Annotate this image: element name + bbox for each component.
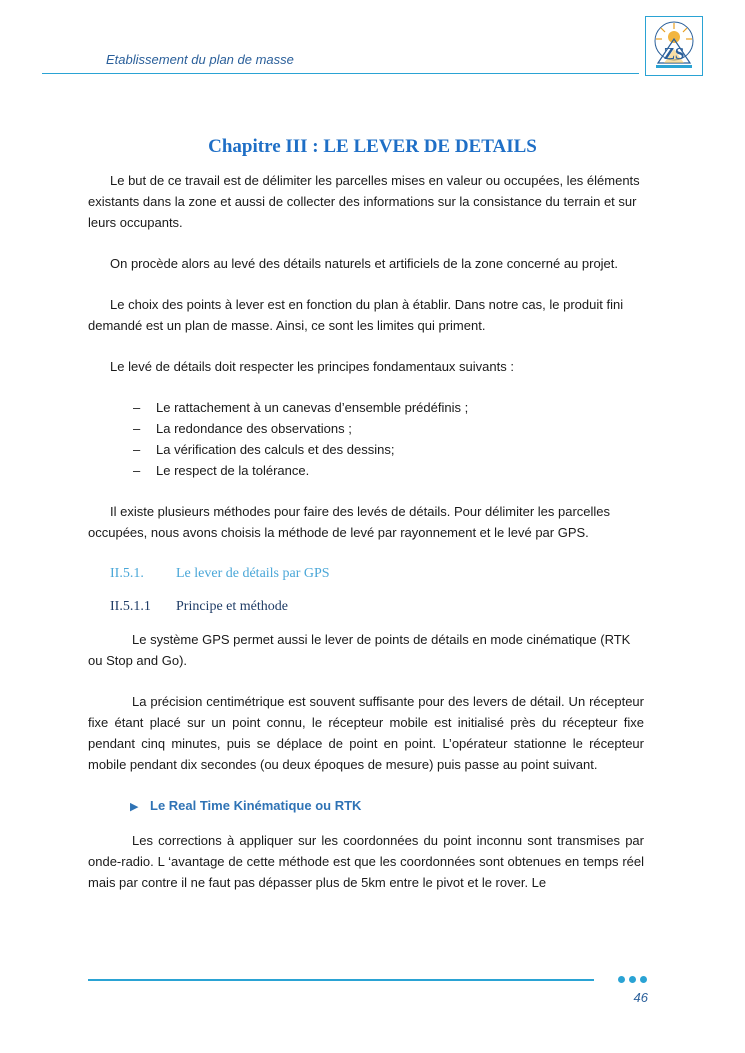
paragraph-methods: Il existe plusieurs méthodes pour faire des levés de détails. Pour délimiter les parcelles occupées, nous avons choisis la méthode de levé par rayonnement et le levé par GPS. xyxy=(88,504,611,540)
triangle-right-icon: ▶ xyxy=(130,801,139,813)
logo xyxy=(645,16,703,76)
body-content xyxy=(88,170,644,893)
list-item xyxy=(88,439,644,460)
dash-marker: – xyxy=(133,421,141,436)
list-item xyxy=(88,418,644,439)
dash-marker: – xyxy=(133,400,141,415)
section-heading-gps xyxy=(88,563,644,584)
rtk-heading-title: Le Real Time Kinématique ou RTK xyxy=(150,798,362,813)
page-number: 46 xyxy=(633,990,648,1005)
footer-divider xyxy=(88,979,594,981)
svg-text:ZS: ZS xyxy=(663,44,685,63)
paragraph-principles-intro: Le levé de détails doit respecter les principes fondamentaux suivants : xyxy=(110,359,514,374)
subsection-number: II.5.1.1 xyxy=(110,599,151,614)
paragraph-gps-system: Le système GPS permet aussi le lever de points de détails en mode cinématique (RTK ou Stop and Go). xyxy=(88,632,631,668)
principles-list xyxy=(88,397,644,481)
subsection-title: Principe et méthode xyxy=(176,599,288,614)
paragraph-precision: La précision centimétrique est souvent suffisante pour des levers de détail. Un récepteur fixe étant placé sur un point connu, le récepteur mobile est initialisé près du récepteur fixe pendant cinq minutes, puis se déplace de point en point. L’opérateur stationne le récepteur mobile pendant dix secondes (ou deux époques de mesure) puis passe au point suivant. xyxy=(88,694,644,772)
header-title: Etablissement du plan de masse xyxy=(106,52,294,67)
list-item-text: Le rattachement à un canevas d’ensemble prédéfinis ; xyxy=(156,400,469,415)
paragraph-intro: Le but de ce travail est de délimiter les parcelles mises en valeur ou occupées, les éléments existants dans la zone et aussi de collecter des informations sur la consistance du terrain et sur leurs occupants. xyxy=(88,173,640,230)
header-divider xyxy=(42,73,639,74)
list-item-text: La vérification des calculs et des dessins; xyxy=(156,442,395,457)
section-title: Le lever de détails par GPS xyxy=(176,566,330,581)
paragraph-point-choice: Le choix des points à lever est en fonction du plan à établir. Dans notre cas, le produit fini demandé est un plan de masse. Ainsi, ce sont les limites qui priment. xyxy=(88,297,624,333)
dash-marker: – xyxy=(133,463,141,478)
paragraph-corrections: Les corrections à appliquer sur les coordonnées du point inconnu sont transmises par onde-radio. L ‘avantage de cette méthode est que les coordonnées sont obtenues en temps réel mais par contre il ne faut pas dépasser plus de 5km entre le pivot et le rover. Le xyxy=(88,833,644,890)
chapter-title: Chapitre III : LE LEVER DE DETAILS xyxy=(208,136,537,157)
dash-marker: – xyxy=(133,442,141,457)
paragraph-procedure: On procède alors au levé des détails naturels et artificiels de la zone concerné au projet. xyxy=(110,256,619,271)
list-item xyxy=(88,397,644,418)
rtk-heading xyxy=(88,795,644,818)
footer-dots-icon xyxy=(618,976,648,986)
section-number: II.5.1. xyxy=(110,566,144,581)
list-item-text: Le respect de la tolérance. xyxy=(156,463,310,478)
list-item xyxy=(88,460,644,481)
subsection-heading-principle xyxy=(88,596,644,617)
logo-emblem-icon xyxy=(646,17,702,75)
list-item-text: La redondance des observations ; xyxy=(156,421,352,436)
